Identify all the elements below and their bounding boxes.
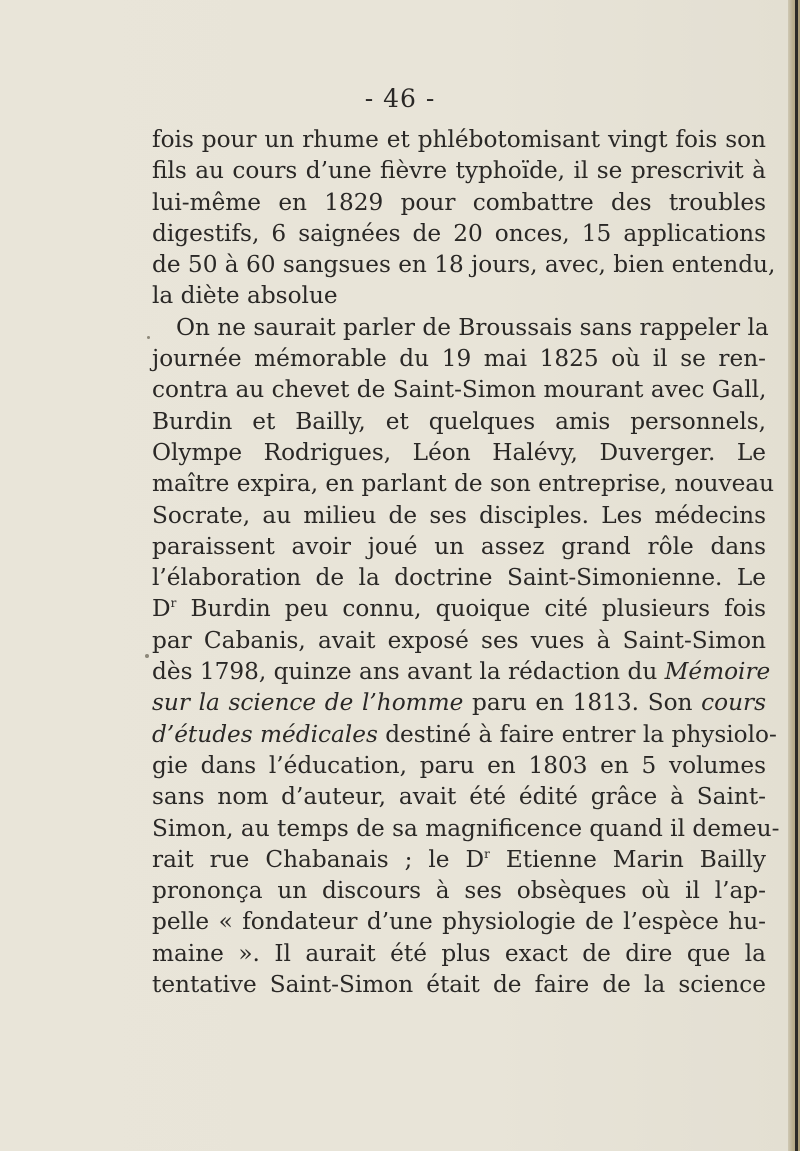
italic-title: cours [701, 689, 767, 717]
text-line: gie dans l’éducation, paru en 1803 en 5 volumes [152, 751, 766, 779]
page-edge-shadow [795, 0, 798, 1151]
text-fragment: paru en 1813. Son [463, 689, 702, 717]
text-fragment: D [152, 595, 171, 623]
text-line: Burdin et Bailly, et quelques amis personnels, [152, 407, 766, 435]
text-fragment: rait rue Chabanais ; le D [152, 845, 485, 873]
text-line: journée mémorable du 19 mai 1825 où il se ren- [152, 345, 766, 373]
text-line [152, 593, 766, 624]
text-fragment: destiné à faire entrer la physiolo- [377, 720, 777, 748]
text-line: fois pour un rhume et phlébotomisant vingt fois son [152, 126, 766, 153]
italic-title: Mémoire [664, 658, 771, 686]
text-line [152, 687, 766, 718]
text-line: fils au cours d’une fièvre typhoïde, il se prescrivit à [152, 157, 766, 185]
italic-title: d’études médicales [152, 720, 378, 748]
text-line: par Cabanis, avait exposé ses vues à Saint-Simon [152, 626, 766, 654]
text-line: Olympe Rodrigues, Léon Halévy, Duverger. Le [152, 438, 766, 466]
page-edge [788, 0, 800, 1151]
page-number: - 46 - [364, 84, 436, 113]
ink-speck [145, 654, 149, 658]
text-fragment: dès 1798, quinze ans avant la rédaction du [152, 658, 665, 686]
text-line: la diète absolue [152, 282, 338, 310]
text-fragment: Etienne Marin Bailly [489, 845, 766, 873]
text-line: digestifs, 6 saignées de 20 onces, 15 applications [152, 219, 766, 247]
text-line: pelle « fondateur d’une physiologie de l’espèce hu- [152, 908, 766, 936]
text-line: contra au chevet de Saint-Simon mourant avec Gall, [152, 376, 767, 404]
text-line: On ne saurait parler de Broussais sans rappeler la [176, 313, 769, 341]
text-line: tentative Saint-Simon était de faire de la science [152, 971, 766, 999]
text-line: maine ». Il aurait été plus exact de dire que la [152, 939, 766, 967]
text-line: maître expira, en parlant de son entreprise, nouveau [152, 470, 775, 498]
text-line: prononça un discours à ses obsèques où il l’ap- [152, 877, 766, 905]
superscript: r [484, 846, 490, 861]
text-line: paraissent avoir joué un assez grand rôle dans [152, 532, 766, 560]
text-line [152, 656, 771, 687]
ink-speck [147, 336, 150, 339]
text-line [152, 844, 766, 875]
body-text [152, 124, 780, 1000]
superscript: r [170, 596, 177, 611]
text-line: sans nom d’auteur, avait été édité grâce à Saint- [152, 783, 766, 811]
text-line: Socrate, au milieu de ses disciples. Les médecins [152, 501, 766, 529]
text-line: de 50 à 60 sangsues en 18 jours, avec, bien entendu, [152, 251, 776, 279]
text-fragment: Burdin peu connu, quoique cité plusieurs fois [176, 595, 766, 623]
text-line: Simon, au temps de sa magnificence quand il demeu- [152, 814, 780, 842]
text-line: lui-même en 1829 pour combattre des troubles [152, 188, 766, 216]
text-line: l’élaboration de la doctrine Saint-Simonienne. Le [152, 564, 766, 592]
italic-title: sur la science de l’homme [152, 689, 464, 717]
text-line [152, 719, 777, 750]
